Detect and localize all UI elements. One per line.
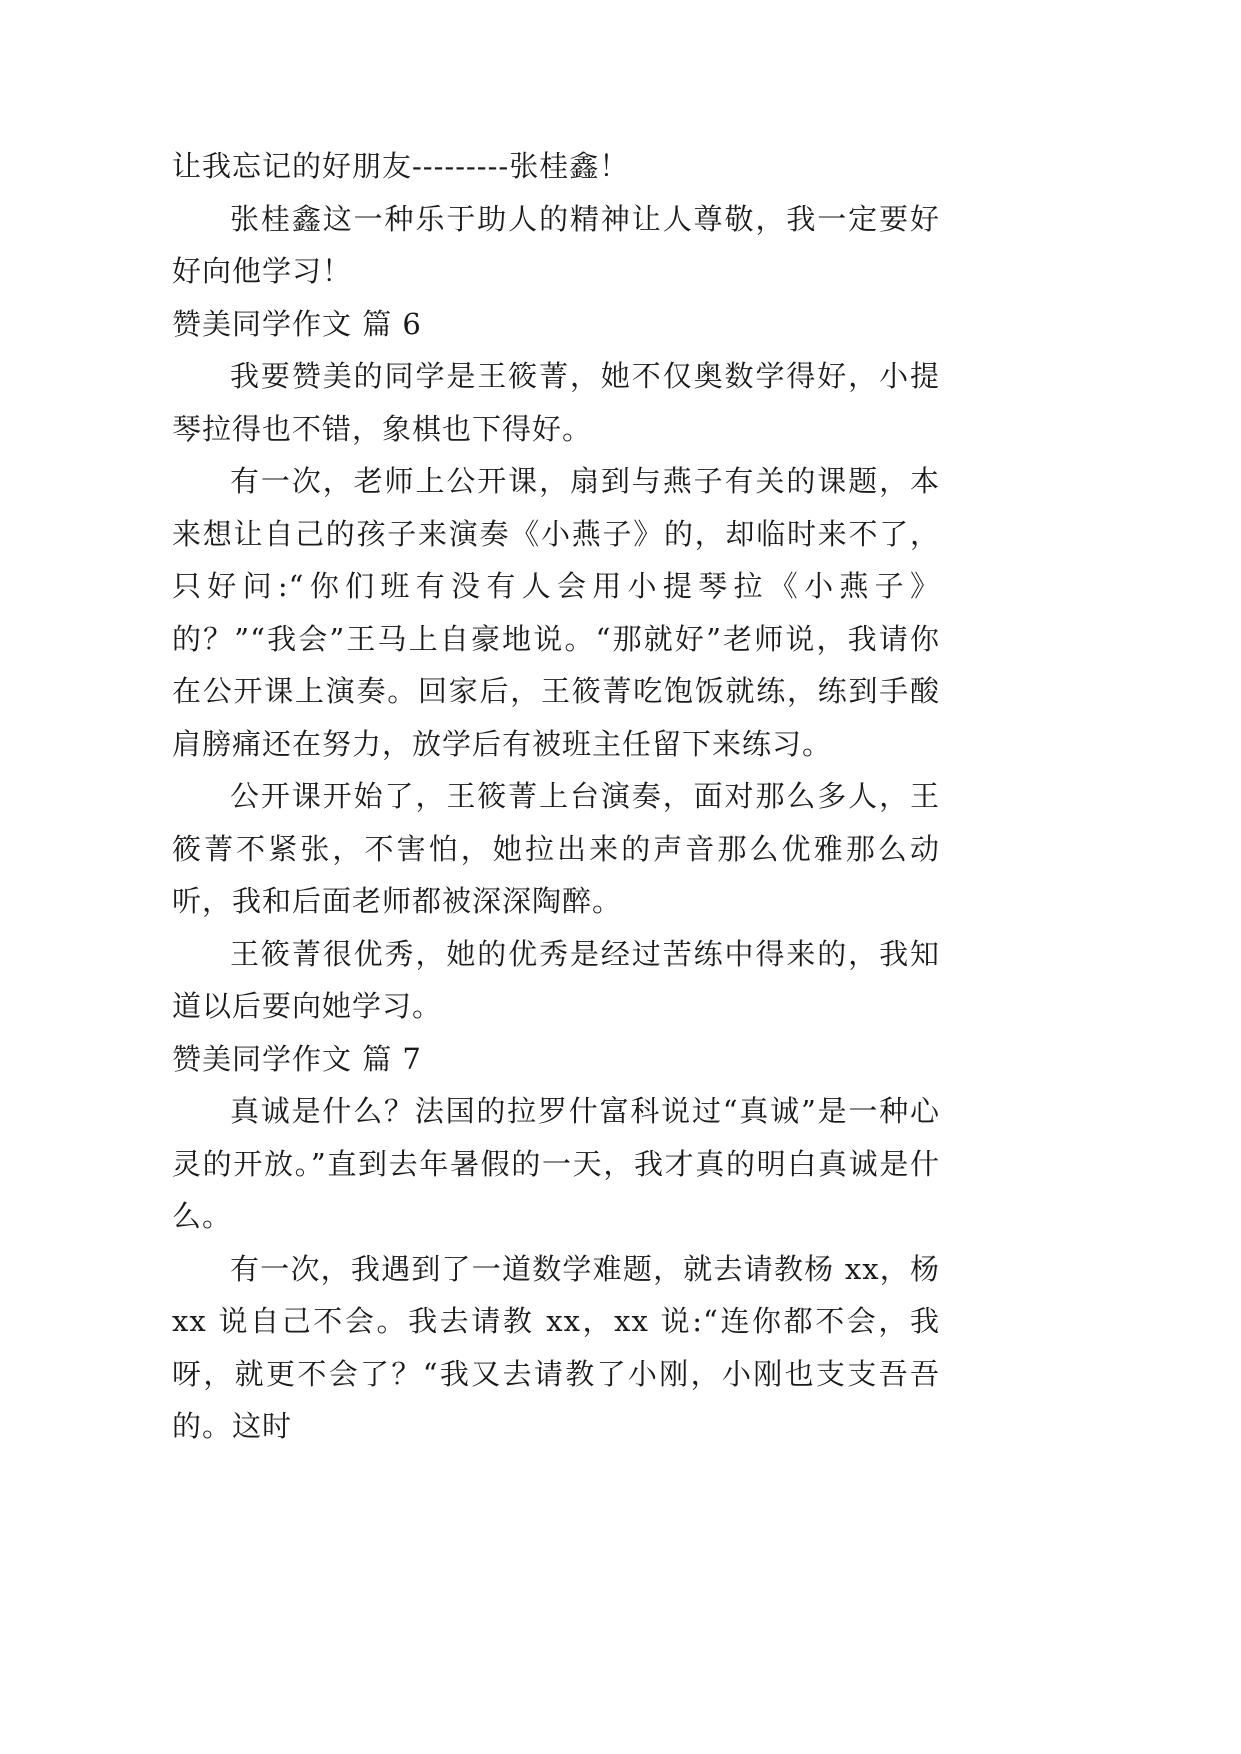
paragraph: 真诚是什么？法国的拉罗什富科说过“真诚”是一种心灵的开放。”直到去年暑假的一天，我才真的明白真诚是什么。 (172, 1094, 940, 1233)
paragraph: 让我忘记的好朋友---------张桂鑫！ (172, 149, 630, 183)
paragraph: 张桂鑫这一种乐于助人的精神让人尊敬，我一定要好好向他学习！ (172, 201, 940, 288)
paragraph: 我要赞美的同学是王筱菁，她不仅奥数学得好，小提琴拉得也不错，象棋也下得好。 (172, 359, 940, 446)
document-body (172, 140, 940, 1453)
section-heading: 赞美同学作文 篇 7 (172, 1041, 422, 1076)
paragraph: 有一次，老师上公开课，扇到与燕子有关的课题，本来想让自己的孩子来演奏《小燕子》的，却临时来不了，只好问:“你们班有没有人会用小提琴拉《小燕子》的？”“我会”王马上自豪地说。“那就好”老师说，我请你在公开课上演奏。回家后，王筱菁吃饱饭就练，练到手酸肩膀痛还在努力，放学后有被班主任留下来练习。 (172, 464, 940, 761)
paragraph: 公开课开始了，王筱菁上台演奏，面对那么多人，王筱菁不紧张，不害怕，她拉出来的声音那么优雅那么动听，我和后面老师都被深深陶醉。 (172, 779, 940, 918)
paragraph: 王筱菁很优秀，她的优秀是经过苦练中得来的，我知道以后要向她学习。 (172, 936, 940, 1023)
paragraph: 有一次，我遇到了一道数学难题，就去请教杨 xx，杨 xx 说自己不会。我去请教 xx，xx 说:“连你都不会，我呀，就更不会了？“我又去请教了小刚，小刚也支支吾吾的。这时 (172, 1251, 940, 1443)
section-heading: 赞美同学作文 篇 6 (172, 306, 422, 341)
